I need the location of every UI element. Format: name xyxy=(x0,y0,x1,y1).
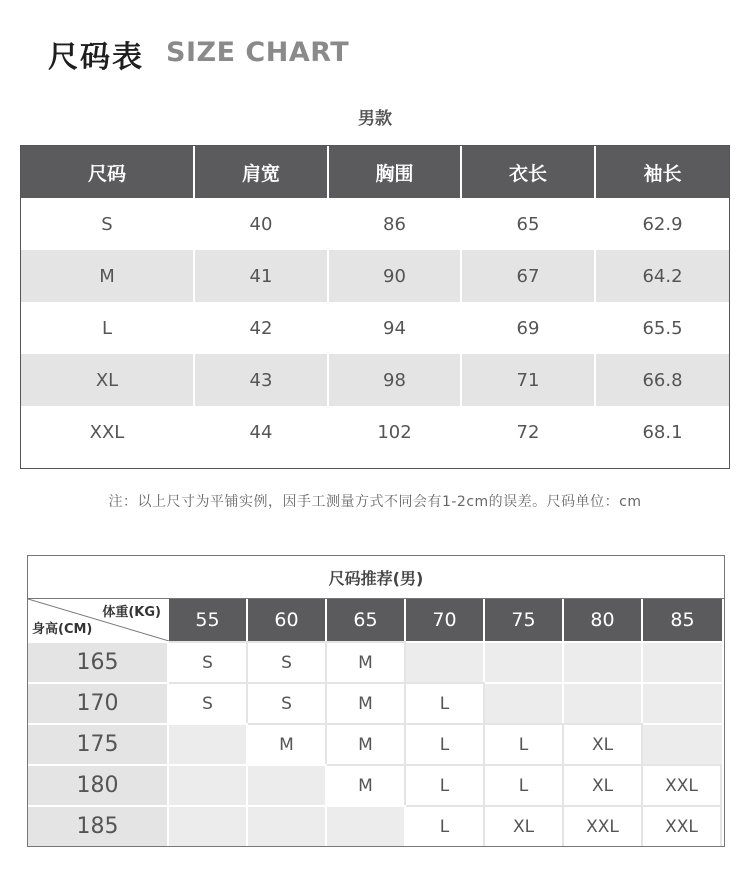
table-row xyxy=(21,198,729,250)
table-cell: 69 xyxy=(462,302,596,354)
table-cell: 98 xyxy=(329,354,462,406)
table-cell: XL xyxy=(21,354,195,406)
size-cell xyxy=(643,682,722,723)
table-cell: M xyxy=(21,250,195,302)
table-cell: 40 xyxy=(195,198,329,250)
table-cell: 86 xyxy=(329,198,462,250)
size-cell: XXL xyxy=(643,805,722,846)
size-cell: L xyxy=(485,764,564,805)
weight-header: 70 xyxy=(406,599,485,641)
table-cell: 72 xyxy=(462,406,596,458)
table-cell: L xyxy=(21,302,195,354)
table-cell: 71 xyxy=(462,354,596,406)
weight-axis-label: 体重(KG) xyxy=(102,605,161,620)
diagonal-header-cell xyxy=(28,599,169,641)
table-row xyxy=(21,354,729,406)
table-cell: 64.2 xyxy=(642,265,683,287)
recommendation-header xyxy=(28,599,724,641)
table-row xyxy=(21,302,729,354)
size-cell xyxy=(406,641,485,682)
measurement-note: 注：以上尺寸为平铺实例，因手工测量方式不同会有1-2cm的误差。尺码单位：cm xyxy=(108,494,642,510)
table-row xyxy=(21,250,729,302)
weight-header: 55 xyxy=(169,599,248,641)
size-cell: XL xyxy=(564,723,643,764)
height-cell: 165 xyxy=(28,641,169,682)
size-cell: S xyxy=(169,641,248,682)
size-cell xyxy=(169,723,248,764)
size-cell xyxy=(564,641,643,682)
size-cell: M xyxy=(327,641,406,682)
table-row xyxy=(28,641,724,682)
column-header: 胸围 xyxy=(329,146,462,198)
table-cell: 65 xyxy=(462,198,596,250)
size-cell: S xyxy=(248,682,327,723)
table-row xyxy=(21,406,729,458)
column-header: 袖长 xyxy=(643,162,682,185)
table-row xyxy=(28,805,724,846)
column-header: 衣长 xyxy=(462,146,596,198)
height-cell: 185 xyxy=(28,805,169,846)
size-cell: XL xyxy=(485,805,564,846)
size-table-subtitle: 男款 xyxy=(358,109,392,129)
size-table-header xyxy=(21,146,729,198)
size-cell: S xyxy=(169,682,248,723)
column-header: 肩宽 xyxy=(195,146,329,198)
table-cell: 41 xyxy=(195,250,329,302)
table-cell: S xyxy=(21,198,195,250)
size-cell xyxy=(643,641,722,682)
height-cell: 175 xyxy=(28,723,169,764)
weight-header: 75 xyxy=(485,599,564,641)
height-cell: 180 xyxy=(28,764,169,805)
page-title: 尺码表 xyxy=(48,40,144,75)
size-cell xyxy=(485,641,564,682)
size-cell: L xyxy=(406,764,485,805)
size-cell: XXL xyxy=(564,805,643,846)
table-cell: 94 xyxy=(329,302,462,354)
table-cell: 67 xyxy=(462,250,596,302)
size-cell: XL xyxy=(564,764,643,805)
size-cell: L xyxy=(406,805,485,846)
table-cell: 65.5 xyxy=(642,317,683,339)
table-cell: 42 xyxy=(195,302,329,354)
height-axis-label: 身高(CM) xyxy=(32,622,93,637)
table-cell: 68.1 xyxy=(642,421,683,443)
table-cell: 66.8 xyxy=(642,369,683,391)
recommendation-body xyxy=(28,641,724,846)
size-cell xyxy=(327,805,406,846)
size-table xyxy=(20,145,730,469)
size-cell xyxy=(485,682,564,723)
table-cell: 102 xyxy=(329,406,462,458)
weight-header: 80 xyxy=(564,599,643,641)
table-row xyxy=(28,723,724,764)
size-cell: M xyxy=(248,723,327,764)
size-cell: S xyxy=(248,641,327,682)
column-header: 尺码 xyxy=(21,146,195,198)
weight-header: 85 xyxy=(643,599,722,641)
table-cell: 62.9 xyxy=(642,213,683,235)
recommendation-title: 尺码推荐(男) xyxy=(28,556,724,599)
size-cell xyxy=(248,805,327,846)
table-row xyxy=(28,682,724,723)
table-row xyxy=(28,764,724,805)
size-cell xyxy=(169,805,248,846)
table-cell: 44 xyxy=(195,406,329,458)
size-cell xyxy=(248,764,327,805)
table-cell: 43 xyxy=(195,354,329,406)
size-cell: M xyxy=(327,764,406,805)
size-cell xyxy=(564,682,643,723)
size-cell xyxy=(643,723,722,764)
size-cell: M xyxy=(327,723,406,764)
size-cell: L xyxy=(406,682,485,723)
page-title-en: SIZE CHART xyxy=(166,37,350,68)
size-cell: XXL xyxy=(643,764,722,805)
table-cell: XXL xyxy=(21,406,195,458)
size-cell: L xyxy=(485,723,564,764)
size-recommendation-table xyxy=(27,555,725,847)
size-cell xyxy=(169,764,248,805)
table-cell: 90 xyxy=(329,250,462,302)
weight-header: 60 xyxy=(248,599,327,641)
height-cell: 170 xyxy=(28,682,169,723)
size-cell: M xyxy=(327,682,406,723)
weight-header: 65 xyxy=(327,599,406,641)
size-cell: L xyxy=(406,723,485,764)
